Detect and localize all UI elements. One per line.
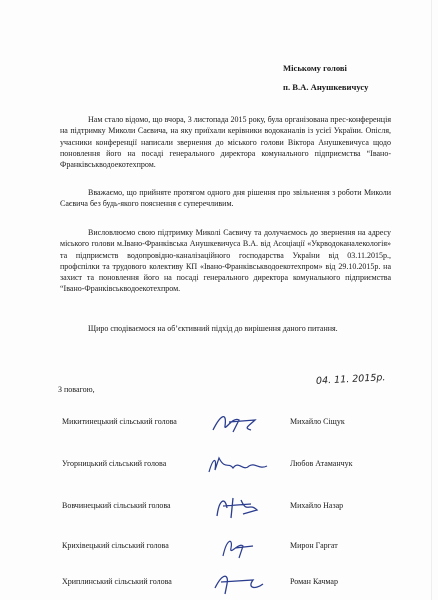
signatory-title: Крихівецький сільський голова <box>62 541 169 550</box>
signatory-name: Роман Качмар <box>290 577 338 586</box>
handwritten-signature <box>203 570 275 596</box>
handwritten-signature <box>203 452 275 478</box>
signatory-name: Михайло Назар <box>290 501 344 510</box>
signature-row <box>0 410 438 434</box>
paragraph-1: Нам стало відомо, що вчора, 3 листопада 2015 року, була організована прес-конференція на підтримку Миколи Саєвича, на яку приїхали керівники водоканалів із усієї України. Опісля, учасники конференції написали звернення до міського голови Віктора Анушкевичуса щодо поновлення його на посаді генерального директора комунального підприємства “Івано-Франківськводоекотехпром. <box>60 115 391 170</box>
signatory-title: Хриплинський сільський голова <box>62 577 172 586</box>
paragraph-4: Щиро сподіваємося на об’єктивний підхід до вирішення даного питання. <box>88 324 338 333</box>
signatory-title: Угорницький сільський голова <box>62 459 167 468</box>
paragraph-2: Вважаємо, що прийняте протягом одного дня рішення про звільнення з роботи Миколи Саєвича без будь-якого пояснення є суперечливим. <box>60 188 391 209</box>
handwritten-signature <box>203 410 275 436</box>
addressee-name: п. В.А. Анушкевичусу <box>283 82 369 92</box>
addressee-title: Міському голові <box>283 63 347 73</box>
signature-row <box>0 570 438 594</box>
signatory-title: Микитинецький сільський голова <box>62 417 177 426</box>
paragraph-3: Висловлюємо свою підтримку Миколі Саєвичу та долучаємось до звернення на адресу міського голови м.Івано-Франківська Анушкевичуса В.А. від Асоціації «Укрводоканалекологія» та підприємств водопровідно-каналізаційного господарства України від 03.11.2015р., профспілки та трудового колективу КП «Івано-Франківськводоекотехпром» від 29.10.2015р. на захист та поновлення його на посаді генерального директора комунального підприємства “Івано-Франківськводоекотехпром. <box>60 228 391 294</box>
closing-greeting: З повагою, <box>58 385 95 394</box>
signatory-name: Михайло Сіщук <box>290 417 345 426</box>
signature-row <box>0 494 438 518</box>
signatory-name: Любов Атаманчук <box>290 459 353 468</box>
handwritten-signature <box>203 494 275 520</box>
signatory-title: Вовчинецький сільський голова <box>62 501 171 510</box>
signature-row <box>0 452 438 476</box>
handwritten-date: 04. 11. 2015р. <box>315 372 386 387</box>
signatory-name: Мирон Гаргат <box>290 541 338 550</box>
handwritten-signature <box>203 534 275 560</box>
signature-row <box>0 534 438 558</box>
